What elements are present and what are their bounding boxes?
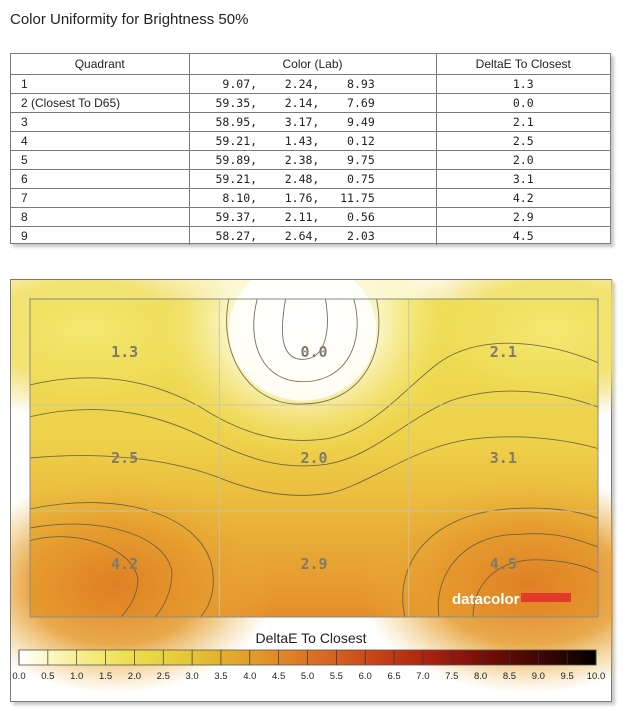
colorbar-tick-label: 8.5 bbox=[502, 671, 517, 682]
quadrant-cell: 6 bbox=[11, 169, 189, 188]
colorbar-tick-label: 6.5 bbox=[387, 671, 401, 682]
colorbar-tick-label: 2.0 bbox=[127, 671, 142, 682]
colorbar-tick-label: 8.0 bbox=[473, 671, 488, 682]
table-row bbox=[11, 169, 610, 188]
colorbar-tick-label: 7.5 bbox=[445, 671, 459, 682]
table-row bbox=[11, 93, 610, 112]
lab-cell: 59.21, 1.43, 0.12 bbox=[189, 131, 436, 150]
quadrant-cell: 5 bbox=[11, 150, 189, 169]
cell-value-label: 4.5 bbox=[489, 555, 517, 573]
deltae-cell: 3.1 bbox=[436, 169, 610, 188]
table-row bbox=[11, 226, 610, 245]
datacolor-logo-bar bbox=[521, 593, 571, 602]
cell-value-label: 2.5 bbox=[111, 449, 139, 467]
uniformity-heatmap bbox=[11, 280, 613, 703]
header-color-lab: Color (Lab) bbox=[189, 54, 436, 74]
quadrant-cell: 7 bbox=[11, 188, 189, 207]
page-title: Color Uniformity for Brightness 50% bbox=[10, 11, 249, 28]
colorbar-tick-label: 0.0 bbox=[12, 671, 26, 682]
cell-value-label: 0.0 bbox=[300, 343, 328, 361]
colorbar-tick-label: 5.5 bbox=[329, 671, 343, 682]
lab-cell: 59.37, 2.11, 0.56 bbox=[189, 207, 436, 226]
cell-value-label: 2.9 bbox=[300, 555, 328, 573]
cell-value-label: 2.1 bbox=[489, 343, 517, 361]
deltae-cell: 2.5 bbox=[436, 131, 610, 150]
header-quadrant: Quadrant bbox=[11, 54, 189, 74]
deltae-cell: 4.2 bbox=[436, 188, 610, 207]
colorbar-tick-label: 5.0 bbox=[300, 671, 315, 682]
quadrant-cell: 9 bbox=[11, 226, 189, 245]
table-row bbox=[11, 188, 610, 207]
deltae-cell: 1.3 bbox=[436, 74, 610, 93]
table-row bbox=[11, 207, 610, 226]
deltae-cell: 4.5 bbox=[512, 228, 534, 243]
deltae-cell: 0.0 bbox=[436, 93, 610, 112]
table-row bbox=[11, 131, 610, 150]
lab-cell: 9.07, 2.24, 8.93 bbox=[189, 74, 436, 93]
deltae-cell: 2.1 bbox=[436, 112, 610, 131]
cell-value-label: 3.1 bbox=[489, 449, 517, 467]
colorbar-title: DeltaE To Closest bbox=[255, 630, 367, 646]
colorbar-tick-label: 7.0 bbox=[416, 671, 430, 682]
colorbar-tick-label: 4.0 bbox=[243, 671, 257, 682]
cell-value-label: 1.3 bbox=[111, 343, 139, 361]
colorbar-tick-label: 2.5 bbox=[156, 671, 170, 682]
table-header-row bbox=[11, 54, 610, 74]
quadrant-cell: 8 bbox=[11, 207, 189, 226]
uniformity-chart-panel bbox=[10, 279, 612, 702]
cell-value-label: 4.2 bbox=[111, 555, 139, 573]
colorbar-tick-label: 9.0 bbox=[531, 671, 545, 682]
table-row bbox=[11, 74, 610, 93]
colorbar-tick-label: 3.0 bbox=[185, 671, 199, 682]
colorbar-tick-label: 0.5 bbox=[41, 671, 55, 682]
deltae-cell: 2.0 bbox=[436, 150, 610, 169]
table-row bbox=[11, 150, 610, 169]
cell-value-label: 2.0 bbox=[300, 449, 328, 467]
colorbar-tick-label: 1.0 bbox=[70, 671, 84, 682]
colorbar-tick-label: 4.5 bbox=[272, 671, 286, 682]
colorbar-tick-label: 10.0 bbox=[586, 671, 606, 682]
datacolor-logo: datacolor bbox=[452, 591, 520, 608]
quadrant-cell: 1 bbox=[11, 74, 189, 93]
lab-cell: 59.21, 2.48, 0.75 bbox=[189, 169, 436, 188]
lab-cell: 59.35, 2.14, 7.69 bbox=[189, 93, 436, 112]
lab-cell: 59.89, 2.38, 9.75 bbox=[189, 150, 436, 169]
colorbar-tick-label: 3.5 bbox=[214, 671, 228, 682]
quadrant-cell: 2 (Closest To D65) bbox=[11, 93, 189, 112]
header-deltae: DeltaE To Closest bbox=[436, 54, 610, 74]
quadrant-cell: 4 bbox=[11, 131, 189, 150]
quadrant-cell: 3 bbox=[11, 112, 189, 131]
table-row bbox=[11, 112, 610, 131]
lab-cell: 58.95, 3.17, 9.49 bbox=[189, 112, 436, 131]
colorbar-tick-label: 6.0 bbox=[358, 671, 372, 682]
uniformity-table bbox=[10, 53, 611, 244]
colorbar-tick-label: 1.5 bbox=[98, 671, 113, 682]
colorbar-tick-label: 9.5 bbox=[560, 671, 574, 682]
lab-cell: 8.10, 1.76, 11.75 bbox=[189, 188, 436, 207]
deltae-cell: 2.9 bbox=[436, 207, 610, 226]
lab-cell: 58.27, 2.64, 2.03 bbox=[189, 226, 436, 245]
